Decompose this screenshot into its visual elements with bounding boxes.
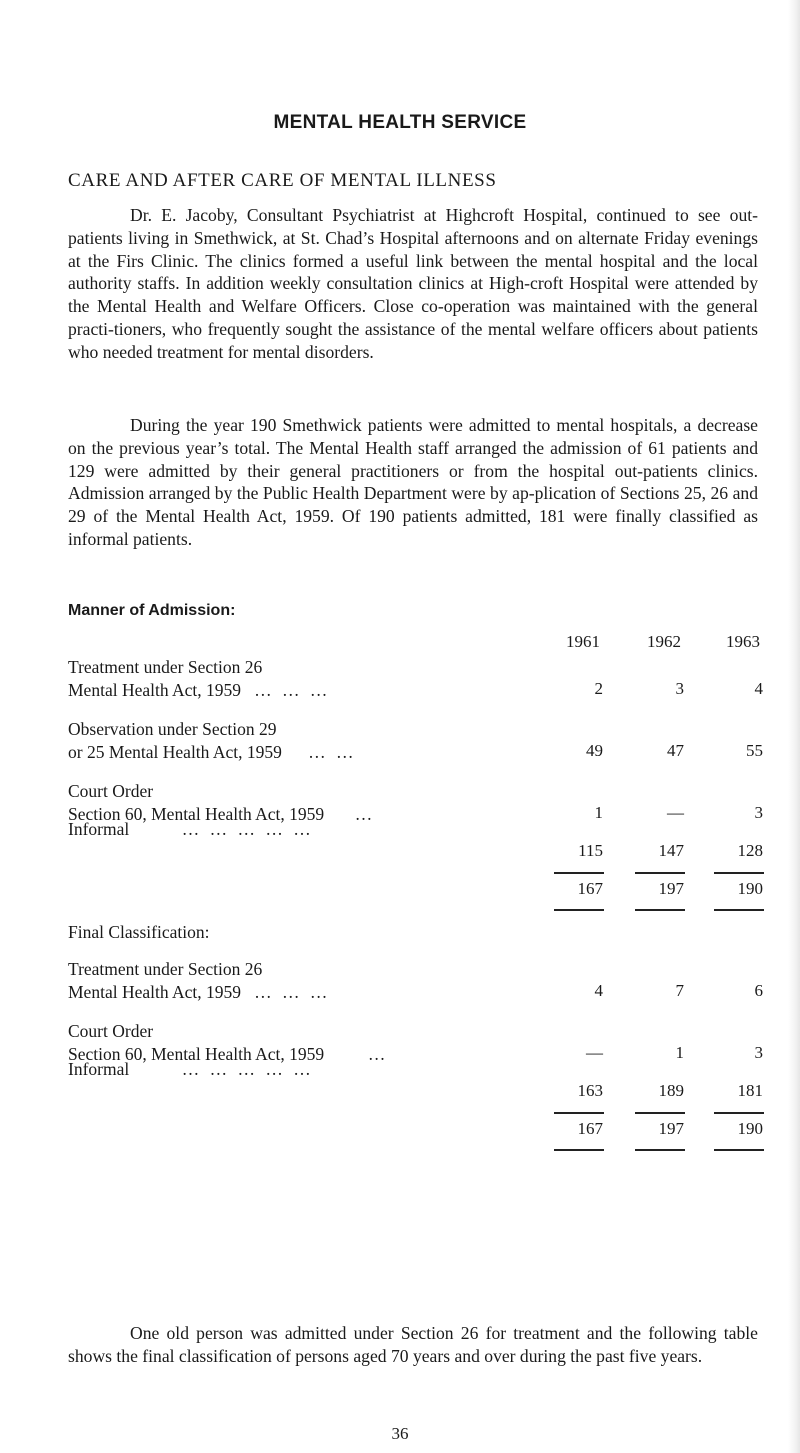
table-cell: 3 bbox=[754, 803, 763, 822]
table-cell: 147 bbox=[658, 841, 684, 860]
manner-of-admission-heading: Manner of Admission: bbox=[68, 602, 236, 619]
total-rule bbox=[554, 1149, 604, 1151]
table-cell: 163 bbox=[577, 1081, 603, 1100]
row-label: Treatment under Section 26 Mental Health Act, 1959 … … … bbox=[68, 657, 331, 700]
row-label: Treatment under Section 26 Mental Health Act, 1959 … … … bbox=[68, 959, 331, 1002]
table-cell: 115 bbox=[578, 841, 603, 860]
total-cell: 197 bbox=[658, 879, 684, 898]
subtotal-rule bbox=[714, 1112, 764, 1114]
row-label: Informal … … … … … bbox=[68, 819, 314, 839]
total-cell: 190 bbox=[737, 1119, 763, 1138]
section-heading: CARE AND AFTER CARE OF MENTAL ILLNESS bbox=[68, 170, 497, 191]
table-cell: 181 bbox=[737, 1081, 763, 1100]
row-label: Court Order Section 60, Mental Health Act, 1959 … bbox=[68, 1021, 389, 1064]
total-rule bbox=[635, 909, 685, 911]
table-cell: 3 bbox=[754, 1043, 763, 1062]
paragraph-clinics: Dr. E. Jacoby, Consultant Psychiatrist at Highcroft Hospital, continued to see out-patients living in Smethwick, at St. Chad’s Hospital afternoons and on alternate Friday evenings at the Firs Clinic. The clinics formed a useful link between the mental hospital and the local authority staffs. In addition weekly consultation clinics at High-croft Hospital were attended by the Mental Health and Welfare Officers. Close co-operation was maintained with the general practi-tioners, who frequently sought the assistance of the mental welfare officers about patients who needed treatment for mental disorders. bbox=[68, 205, 758, 362]
year-header: 1962 bbox=[647, 632, 681, 651]
table-cell: — bbox=[586, 1043, 603, 1062]
total-cell: 167 bbox=[577, 1119, 603, 1138]
table-cell: 2 bbox=[594, 679, 603, 698]
table-cell: 55 bbox=[746, 741, 763, 760]
year-header: 1963 bbox=[726, 632, 760, 651]
row-label: Informal … … … … … bbox=[68, 1059, 314, 1079]
subtotal-rule bbox=[554, 872, 604, 874]
table-cell: 1 bbox=[594, 803, 603, 822]
total-rule bbox=[554, 909, 604, 911]
subtotal-rule bbox=[714, 872, 764, 874]
paragraph-old-persons: One old person was admitted under Section 26 for treatment and the following table shows the final classification of persons aged 70 years and over during the past five years. bbox=[68, 1323, 758, 1366]
table-cell: 49 bbox=[586, 741, 603, 760]
page-number: 36 bbox=[391, 1424, 409, 1443]
final-classification-heading: Final Classification: bbox=[68, 922, 210, 942]
table-cell: 189 bbox=[658, 1081, 684, 1100]
total-rule bbox=[714, 909, 764, 911]
subtotal-rule bbox=[635, 1112, 685, 1114]
table-cell: 7 bbox=[675, 981, 684, 1000]
table-cell: 4 bbox=[594, 981, 603, 1000]
table-cell: 1 bbox=[675, 1043, 684, 1062]
row-label: Observation under Section 29 or 25 Mental Health Act, 1959 … … bbox=[68, 719, 357, 762]
table-cell: 47 bbox=[667, 741, 684, 760]
table-cell: 4 bbox=[754, 679, 763, 698]
table-cell: — bbox=[667, 803, 684, 822]
total-rule bbox=[635, 1149, 685, 1151]
year-header: 1961 bbox=[566, 632, 600, 651]
subtotal-rule bbox=[554, 1112, 604, 1114]
page-edge-shadow bbox=[788, 0, 800, 1453]
total-cell: 190 bbox=[737, 879, 763, 898]
page-title: MENTAL HEALTH SERVICE bbox=[273, 112, 527, 133]
row-label: Court Order Section 60, Mental Health Act, 1959 … bbox=[68, 781, 376, 824]
table-cell: 128 bbox=[737, 841, 763, 860]
subtotal-rule bbox=[635, 872, 685, 874]
total-cell: 197 bbox=[658, 1119, 684, 1138]
total-rule bbox=[714, 1149, 764, 1151]
total-cell: 167 bbox=[577, 879, 603, 898]
paragraph-admissions: During the year 190 Smethwick patients were admitted to mental hospitals, a decrease on the previous year’s total. The Mental Health staff arranged the admission of 61 patients and 129 were admitted by their general practitioners or from the hospital out-patients clinics. Admission arranged by the Public Health Department were by ap-plication of Sections 25, 26 and 29 of the Mental Health Act, 1959. Of 190 patients admitted, 181 were finally classified as informal patients. bbox=[68, 415, 758, 549]
table-cell: 3 bbox=[675, 679, 684, 698]
table-cell: 6 bbox=[754, 981, 763, 1000]
